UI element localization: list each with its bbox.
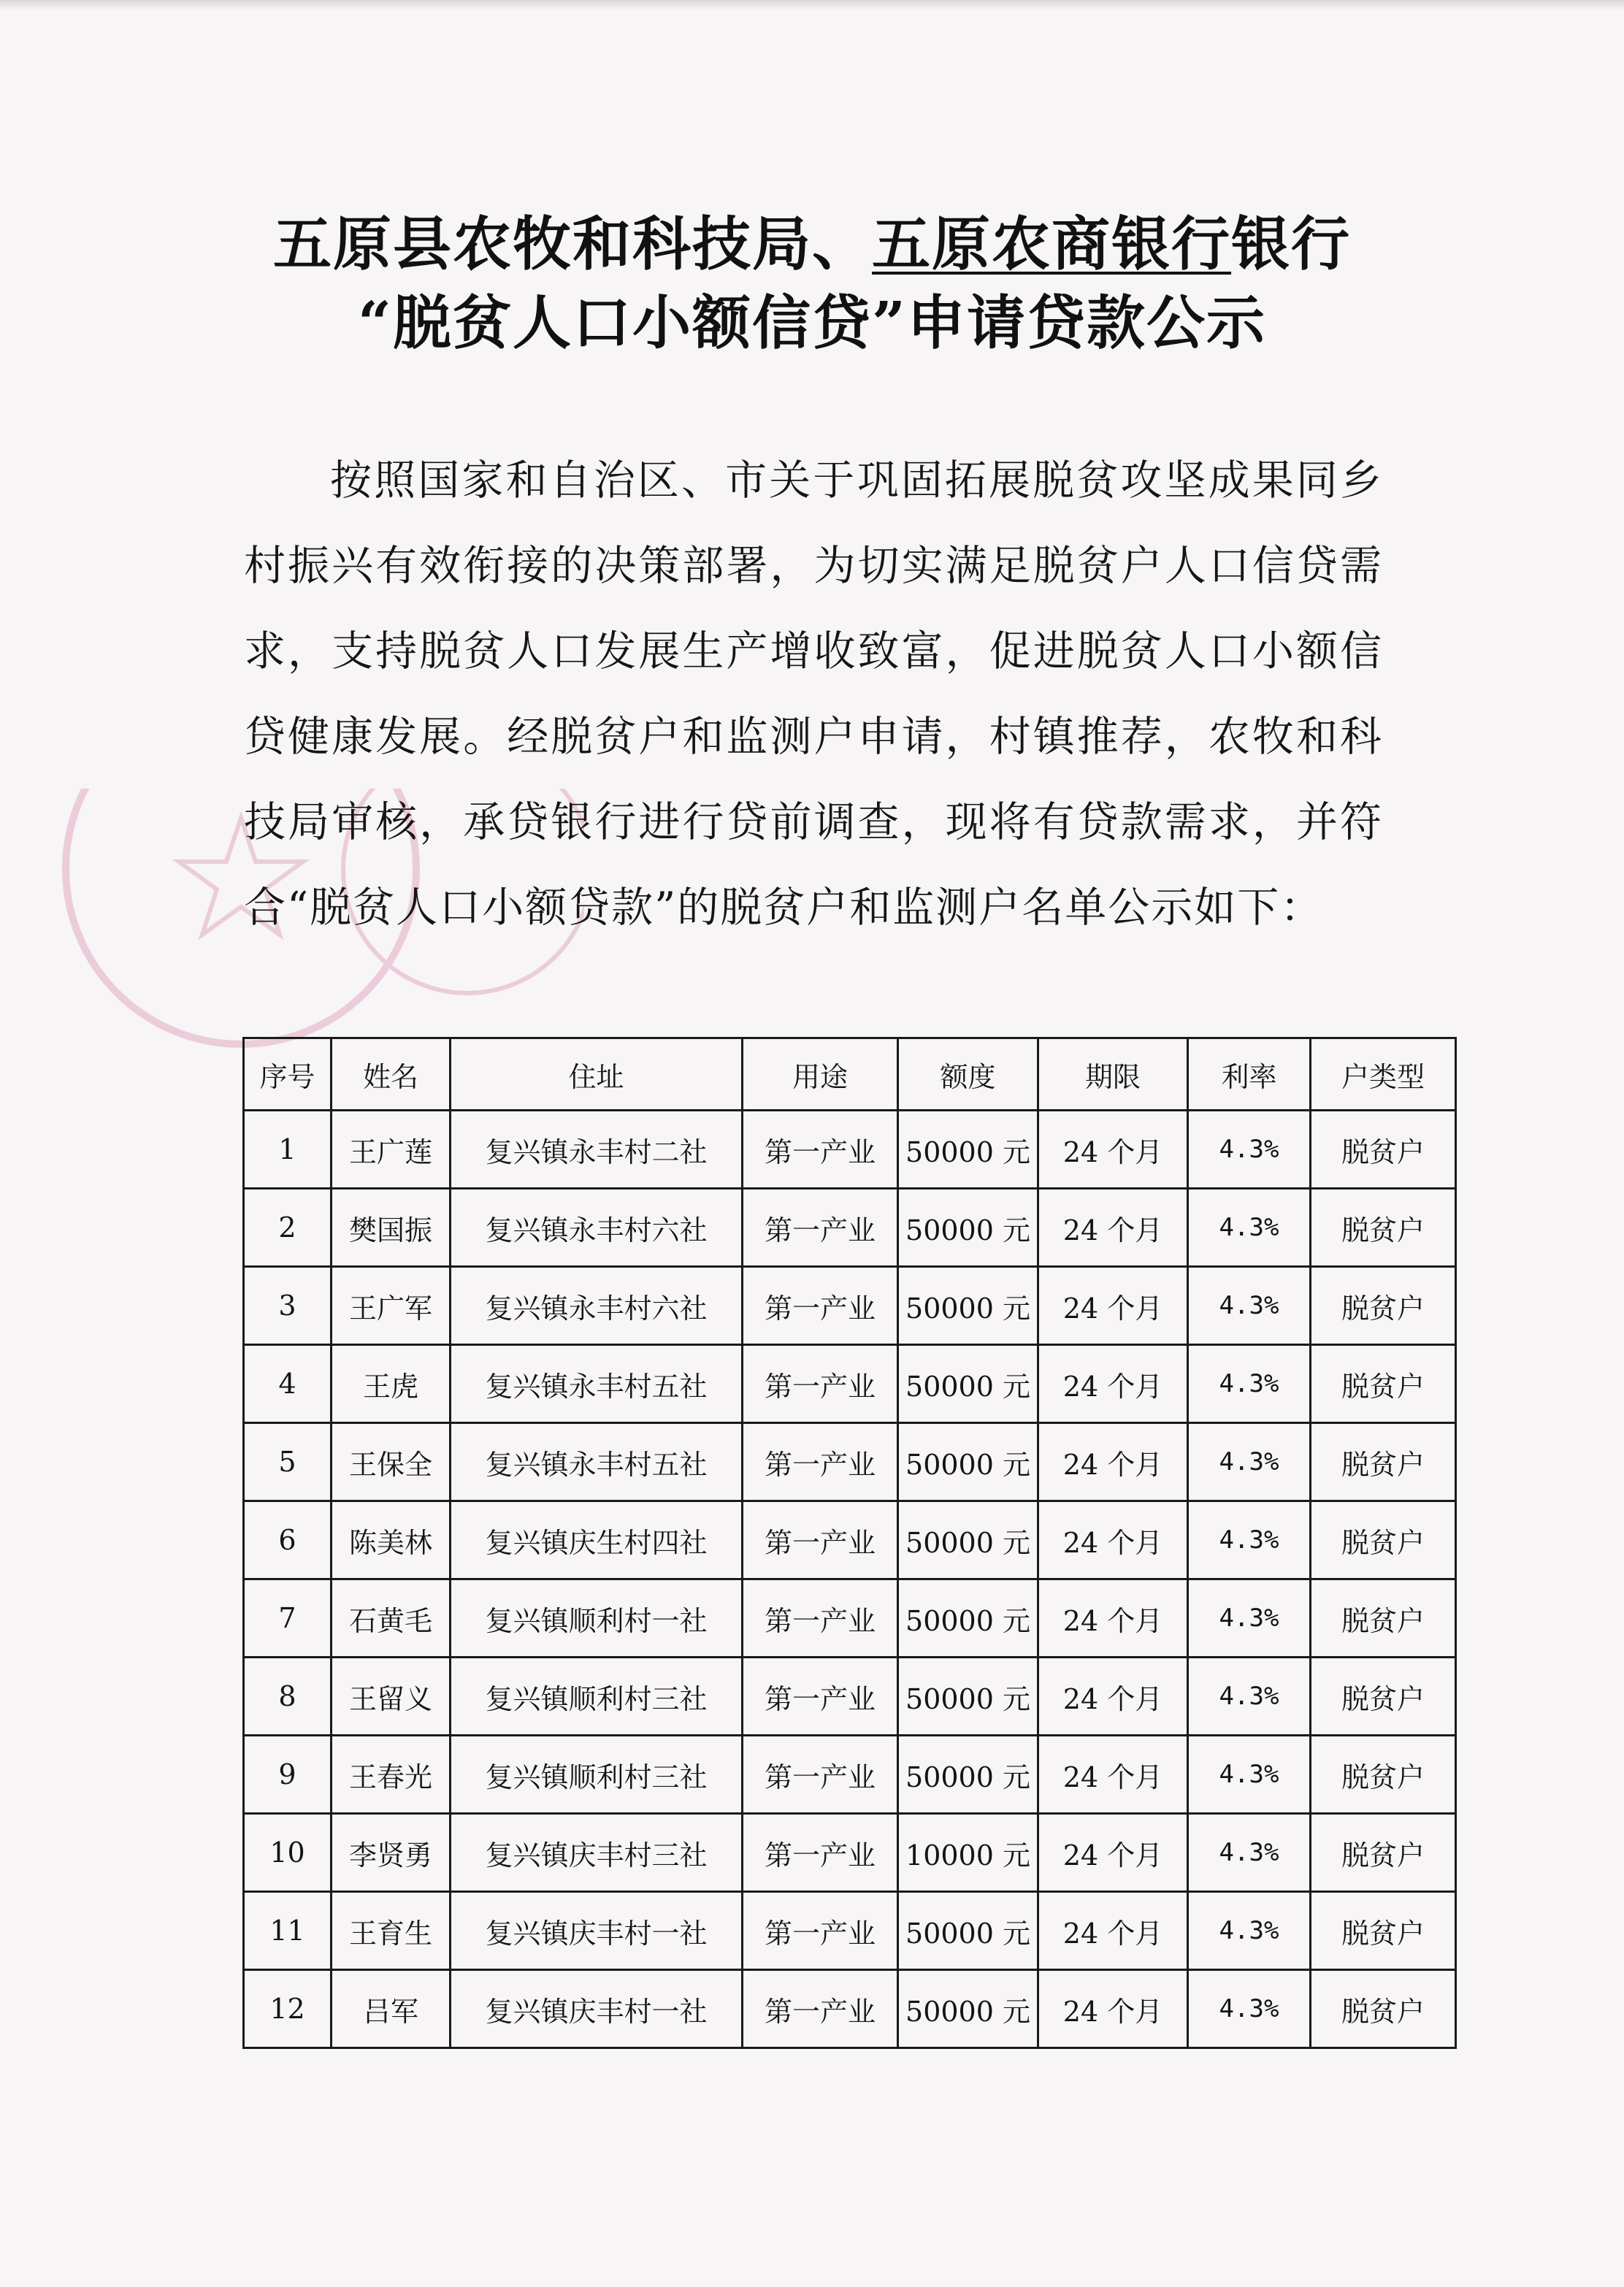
cell-amount: 50000 元	[898, 1658, 1038, 1736]
cell-name: 李贤勇	[332, 1814, 451, 1892]
cell-term: 24 个月	[1038, 1579, 1188, 1658]
cell-type: 脱贫户	[1311, 1111, 1456, 1189]
cell-type: 脱贫户	[1311, 1267, 1456, 1345]
table-row	[244, 1736, 1456, 1814]
cell-address: 复兴镇永丰村六社	[451, 1189, 743, 1267]
table-row	[244, 1111, 1456, 1189]
cell-type: 脱贫户	[1311, 1345, 1456, 1423]
cell-name: 王春光	[332, 1736, 451, 1814]
title-issuer-suffix: 银行	[1231, 210, 1351, 278]
cell-rate: 4.3%	[1188, 1814, 1311, 1892]
cell-use: 第一产业	[743, 1423, 898, 1501]
cell-address: 复兴镇永丰村五社	[451, 1423, 743, 1501]
cell-use: 第一产业	[743, 1267, 898, 1345]
table-body	[244, 1111, 1456, 2048]
table-row	[244, 1814, 1456, 1892]
page-top-edge	[0, 0, 1624, 10]
cell-rate: 4.3%	[1188, 1579, 1311, 1658]
cell-address: 复兴镇顺利村三社	[451, 1736, 743, 1814]
cell-use: 第一产业	[743, 1658, 898, 1736]
cell-rate: 4.3%	[1188, 1423, 1311, 1501]
cell-use: 第一产业	[743, 1189, 898, 1267]
cell-rate: 4.3%	[1188, 1111, 1311, 1189]
cell-seq: 1	[244, 1111, 332, 1189]
cell-term: 24 个月	[1038, 1423, 1188, 1501]
cell-term: 24 个月	[1038, 1111, 1188, 1189]
header-seq: 序号	[244, 1038, 332, 1111]
cell-name: 樊国振	[332, 1189, 451, 1267]
cell-address: 复兴镇永丰村六社	[451, 1267, 743, 1345]
cell-rate: 4.3%	[1188, 1736, 1311, 1814]
table-row	[244, 1892, 1456, 1970]
table-row	[244, 1423, 1456, 1501]
title-issuer-prefix: 五原县农牧和科技局、	[273, 210, 872, 278]
cell-use: 第一产业	[743, 1111, 898, 1189]
table-row	[244, 1658, 1456, 1736]
cell-address: 复兴镇庆丰村一社	[451, 1970, 743, 2048]
cell-type: 脱贫户	[1311, 1892, 1456, 1970]
cell-seq: 12	[244, 1970, 332, 2048]
cell-rate: 4.3%	[1188, 1345, 1311, 1423]
cell-term: 24 个月	[1038, 1658, 1188, 1736]
cell-type: 脱贫户	[1311, 1501, 1456, 1579]
header-use: 用途	[743, 1038, 898, 1111]
cell-seq: 7	[244, 1579, 332, 1658]
cell-rate: 4.3%	[1188, 1970, 1311, 2048]
cell-use: 第一产业	[743, 1736, 898, 1814]
cell-term: 24 个月	[1038, 1501, 1188, 1579]
cell-amount: 50000 元	[898, 1189, 1038, 1267]
cell-amount: 50000 元	[898, 1501, 1038, 1579]
cell-term: 24 个月	[1038, 1970, 1188, 2048]
cell-type: 脱贫户	[1311, 1970, 1456, 2048]
cell-seq: 9	[244, 1736, 332, 1814]
cell-type: 脱贫户	[1311, 1658, 1456, 1736]
cell-seq: 5	[244, 1423, 332, 1501]
cell-use: 第一产业	[743, 1345, 898, 1423]
cell-name: 石黄毛	[332, 1579, 451, 1658]
notice-body-paragraph: 按照国家和自治区、市关于巩固拓展脱贫攻坚成果同乡村振兴有效衔接的决策部署，为切实满足脱贫户人口信贷需求，支持脱贫人口发展生产增收致富，促进脱贫人口小额信贷健康发展。经脱贫户和监测户申请，村镇推荐，农牧和科技局审核，承贷银行进行贷前调查，现将有贷款需求，并符合“脱贫人口小额贷款”的脱贫户和监测户名单公示如下：	[244, 456, 1383, 932]
cell-type: 脱贫户	[1311, 1736, 1456, 1814]
table-row	[244, 1501, 1456, 1579]
title-bank-name: 五原农商银行	[872, 210, 1231, 278]
cell-address: 复兴镇庆生村四社	[451, 1501, 743, 1579]
cell-amount: 50000 元	[898, 1267, 1038, 1345]
cell-amount: 10000 元	[898, 1814, 1038, 1892]
cell-amount: 50000 元	[898, 1579, 1038, 1658]
cell-use: 第一产业	[743, 1892, 898, 1970]
cell-term: 24 个月	[1038, 1892, 1188, 1970]
cell-rate: 4.3%	[1188, 1267, 1311, 1345]
cell-seq: 4	[244, 1345, 332, 1423]
cell-use: 第一产业	[743, 1814, 898, 1892]
header-amount: 额度	[898, 1038, 1038, 1111]
header-name: 姓名	[332, 1038, 451, 1111]
cell-amount: 50000 元	[898, 1111, 1038, 1189]
cell-rate: 4.3%	[1188, 1658, 1311, 1736]
cell-rate: 4.3%	[1188, 1189, 1311, 1267]
table-row	[244, 1970, 1456, 2048]
header-rate: 利率	[1188, 1038, 1311, 1111]
cell-type: 脱贫户	[1311, 1814, 1456, 1892]
cell-name: 王广莲	[332, 1111, 451, 1189]
cell-seq: 2	[244, 1189, 332, 1267]
cell-amount: 50000 元	[898, 1736, 1038, 1814]
header-type: 户类型	[1311, 1038, 1456, 1111]
cell-type: 脱贫户	[1311, 1579, 1456, 1658]
cell-amount: 50000 元	[898, 1423, 1038, 1501]
cell-name: 王广军	[332, 1267, 451, 1345]
header-term: 期限	[1038, 1038, 1188, 1111]
table-row	[244, 1189, 1456, 1267]
cell-amount: 50000 元	[898, 1345, 1038, 1423]
cell-name: 陈美林	[332, 1501, 451, 1579]
cell-type: 脱贫户	[1311, 1423, 1456, 1501]
table-row	[244, 1267, 1456, 1345]
cell-term: 24 个月	[1038, 1189, 1188, 1267]
notice-title-line-2: “脱贫人口小额信贷”申请贷款公示	[357, 288, 1267, 357]
cell-address: 复兴镇永丰村二社	[451, 1111, 743, 1189]
cell-term: 24 个月	[1038, 1345, 1188, 1423]
cell-rate: 4.3%	[1188, 1892, 1311, 1970]
cell-seq: 10	[244, 1814, 332, 1892]
cell-address: 复兴镇永丰村五社	[451, 1345, 743, 1423]
cell-type: 脱贫户	[1311, 1189, 1456, 1267]
cell-address: 复兴镇顺利村三社	[451, 1658, 743, 1736]
cell-amount: 50000 元	[898, 1892, 1038, 1970]
cell-seq: 8	[244, 1658, 332, 1736]
cell-term: 24 个月	[1038, 1814, 1188, 1892]
cell-name: 王留义	[332, 1658, 451, 1736]
applicant-table	[242, 1037, 1457, 2049]
cell-term: 24 个月	[1038, 1736, 1188, 1814]
cell-name: 吕军	[332, 1970, 451, 2048]
header-address: 住址	[451, 1038, 743, 1111]
cell-use: 第一产业	[743, 1501, 898, 1579]
cell-name: 王保全	[332, 1423, 451, 1501]
cell-address: 复兴镇庆丰村一社	[451, 1892, 743, 1970]
cell-use: 第一产业	[743, 1970, 898, 2048]
cell-rate: 4.3%	[1188, 1501, 1311, 1579]
cell-address: 复兴镇庆丰村三社	[451, 1814, 743, 1892]
cell-seq: 6	[244, 1501, 332, 1579]
cell-term: 24 个月	[1038, 1267, 1188, 1345]
cell-amount: 50000 元	[898, 1970, 1038, 2048]
table-row	[244, 1579, 1456, 1658]
cell-seq: 3	[244, 1267, 332, 1345]
table-header-row	[244, 1038, 1456, 1111]
cell-seq: 11	[244, 1892, 332, 1970]
cell-use: 第一产业	[743, 1579, 898, 1658]
table-row	[244, 1345, 1456, 1423]
cell-name: 王育生	[332, 1892, 451, 1970]
notice-title-line-1	[0, 197, 1624, 281]
cell-name: 王虎	[332, 1345, 451, 1423]
cell-address: 复兴镇顺利村一社	[451, 1579, 743, 1658]
